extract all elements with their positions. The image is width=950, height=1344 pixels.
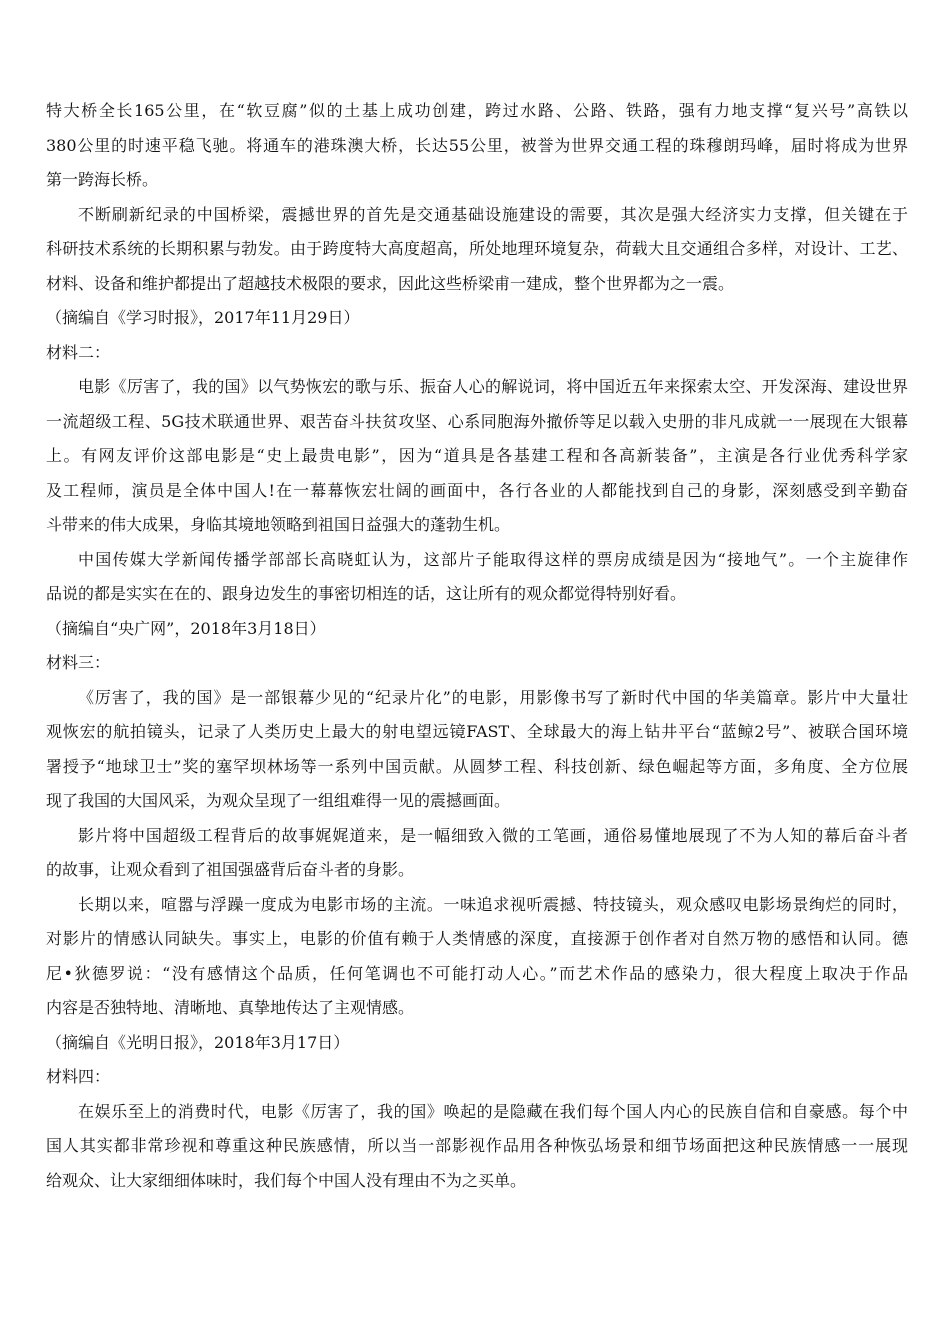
paragraph <box>46 370 908 543</box>
text-line: 署授予“地球卫士”奖的塞罕坝林场等一系列中国贡献。从圆梦工程、科技创新、绿色崛起等方面，多角度、全方位展 <box>46 756 908 776</box>
text-line: 观恢宏的航拍镜头，记录了人类历史上最大的射电望远镜FAST、全球最大的海上钻井平台“蓝鲸2号”、被联合国环境 <box>46 722 908 741</box>
text-line: 特大桥全长165公里，在“软豆腐”似的土基上成功创建，跨过水路、公路、铁路，强有力地支撑“复兴号”高铁以 <box>46 101 908 120</box>
text-line: 国人其实都非常珍视和尊重这种民族感情，所以当一部影视作品用各种恢弘场景和细节场面把这种民族情感一一展现 <box>46 1136 908 1155</box>
paragraph <box>46 819 908 888</box>
text-line: 长期以来，喧嚣与浮躁一度成为电影市场的主流。一味追求视听震撼、特技镜头，观众感叹电影场景绚烂的同时， <box>78 894 908 914</box>
paragraph <box>46 1095 908 1199</box>
text-line: 一流超级工程、5G技术联通世界、艰苦奋斗扶贫攻坚、心系同胞海外撤侨等足以载入史册的非凡成就一一展现在大银幕 <box>46 411 908 431</box>
text-line: 现了我国的大国风采，为观众呈现了一组组难得一见的震撼画面。 <box>46 791 511 810</box>
text-line: 斗带来的伟大成果，身临其境地领略到祖国日益强大的蓬勃生机。 <box>46 515 511 534</box>
section-heading: 材料三： <box>46 653 111 672</box>
text-line: 不断刷新纪录的中国桥梁，震撼世界的首先是交通基础设施建设的需要，其次是强大经济实力支撑，但关键在于 <box>78 204 908 224</box>
text-line: 尼•狄德罗说：“没有感情这个品质，任何笔调也不可能打动人心。”而艺术作品的感染力，很大程度上取决于作品 <box>46 963 908 983</box>
text-line: 电影《厉害了，我的国》以气势恢宏的歌与乐、振奋人心的解说词，将中国近五年来探索太空、开发深海、建设世界 <box>78 377 908 396</box>
paragraph <box>46 681 908 819</box>
section-heading: 材料二： <box>46 342 111 362</box>
text-line: 在娱乐至上的消费时代，电影《厉害了，我的国》唤起的是隐藏在我们每个国人内心的民族自信和自豪感。每个中 <box>78 1101 908 1121</box>
text-line: 内容是否独特地、清晰地、真挚地传达了主观情感。 <box>46 998 415 1017</box>
paragraph <box>46 543 908 612</box>
text-line: 影片将中国超级工程背后的故事娓娓道来，是一幅细致入微的工笔画，通俗易懂地展现了不为人知的幕后奋斗者 <box>78 825 908 845</box>
text-line: 品说的都是实实在在的、跟身边发生的事密切相连的话，这让所有的观众都觉得特别好看。 <box>46 584 687 603</box>
text-line: 及工程师，演员是全体中国人!在一幕幕恢宏壮阔的画面中，各行各业的人都能找到自己的身影，深刻感受到辛勤奋 <box>46 480 908 500</box>
text-line: 380公里的时速平稳飞驰。将通车的港珠澳大桥，长达55公里，被誉为世界交通工程的珠穆朗玛峰，届时将成为世界 <box>46 135 908 155</box>
text-line: 《厉害了，我的国》是一部银幕少见的“纪录片化”的电影，用影像书写了新时代中国的华美篇章。影片中大量壮 <box>78 687 908 707</box>
paragraph <box>46 888 908 1026</box>
text-line: 对影片的情感认同缺失。事实上，电影的价值有赖于人类情感的深度，直接源于创作者对自然万物的感悟和认同。德 <box>46 929 908 948</box>
text-line: 中国传媒大学新闻传播学部部长高晓虹认为，这部片子能取得这样的票房成绩是因为“接地气”。一个主旋律作 <box>78 549 908 569</box>
text-line: 上。有网友评价这部电影是“史上最贵电影”，因为“道具是各基建工程和各高新装备”，主演是各行业优秀科学家 <box>46 446 908 465</box>
section-heading: 材料四： <box>46 1067 111 1086</box>
text-line: 给观众、让大家细细体味时，我们每个中国人没有理由不为之买单。 <box>46 1170 527 1190</box>
source-citation: （摘编自“央广网”，2018年3月18日） <box>46 618 326 638</box>
text-line: 第一跨海长桥。 <box>46 170 159 189</box>
source-citation: （摘编自《学习时报》，2017年11月29日） <box>46 308 360 327</box>
text-line: 科研技术系统的长期积累与勃发。由于跨度特大高度超高，所处地理环境复杂，荷载大且交通组合多样，对设计、工艺、 <box>46 239 908 258</box>
paragraph <box>46 198 908 302</box>
document-page <box>46 94 908 1198</box>
source-citation: （摘编自《光明日报》，2018年3月17日） <box>46 1032 350 1052</box>
paragraph <box>46 94 908 198</box>
text-line: 材料、设备和维护都提出了超越技术极限的要求，因此这些桥梁甫一建成，整个世界都为之一震。 <box>46 273 735 293</box>
text-line: 的故事，让观众看到了祖国强盛背后奋斗者的身影。 <box>46 860 415 879</box>
